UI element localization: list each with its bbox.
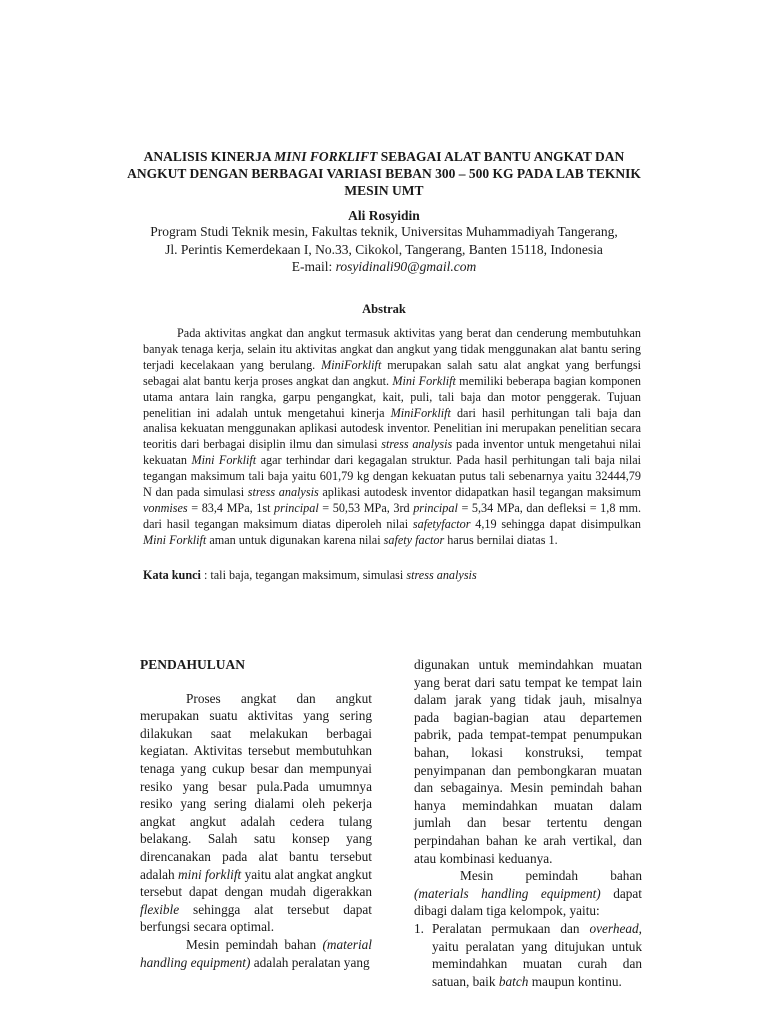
body-column-left: [140, 656, 372, 971]
email-address: rosyidinali90@gmail.com: [335, 259, 477, 274]
intro-paragraph-3: Mesin pemindah bahan (materials handling equipment) dapat dibagi dalam tiga kelompok, yaitu:: [414, 868, 642, 919]
list-number: 1.: [414, 920, 424, 936]
body-column-right: [414, 656, 642, 990]
author-affiliation: [100, 223, 668, 276]
author-email: E-mail: rosyidinali90@gmail.com: [291, 259, 477, 274]
abstract-body: Pada aktivitas angkat dan angkut termasuk aktivitas yang berat dan cenderung membutuhkan banyak tenaga kerja, selain itu aktivitas angkat dan angkut yang tidak menggunakan alat bantu sering terjadi kecelakaan yang berulang. MiniForklift merupakan salah satu alat angkat yang berfungsi sebagai alat bantu kerja proses angkat dan angkut. Mini Forklift memiliki beberapa bagian komponen utama antara lain rangka, garpu pengangkat, kait, puli, tali baja dan motor penggerak. Tujuan penelitian ini adalah untuk mengetahui kinerja MiniForklift dari hasil perhitungan tali baja dan analisa kekuatan menggunakan aplikasi autodesk inventor. Penelitian ini merupakan penelitian secara teoritis dari berbagai disiplin ilmu dan simulasi stress analysis pada inventor untuk mengetahui nilai kekuatan Mini Forklift agar terhindar dari kegagalan struktur. Pada hasil perhitungan tali baja nilai tegangan maksimum tali baja yaitu 601,79 kg dengan kekuatan putus tali sebenarnya yaitu 32444,79 N dan pada simulasi stress analysis aplikasi autodesk inventor didapatkan hasil tegangan maksimum vonmises = 83,4 MPa, 1st principal = 50,53 MPa, 3rd principal = 5,34 MPa, dan defleksi = 1,8 mm. dari hasil tegangan maksimum diatas diperoleh nilai safetyfactor 4,19 sehingga dapat disimpulkan Mini Forklift aman untuk digunakan karena nilai safety factor harus bernilai diatas 1.: [143, 326, 642, 547]
intro-paragraph-2-continued: digunakan untuk memindahkan muatan yang berat dari satu tempat ke tempat lain dalam jarak yang tidak jauh, misalnya pada bagian-bagian atau departemen pabrik, pada tempat-tempat penumpukan bahan, lokasi konstruksi, tempat penyimpanan dan pembongkaran muatan dan sebagainya. Mesin pemindah bahan hanya memindahkan muatan dalam jumlah dan besar tertentu dengan perpindahan bahan ke arah vertikal, dan atau kombinasi keduanya.: [414, 657, 642, 866]
intro-paragraph-1: Proses angkat dan angkut merupakan suatu aktivitas yang sering dilakukan saat melakukan berbagai kegiatan. Aktivitas tersebut membutuhkan tenaga yang cukup besar dan mempunyai resiko yang besar pula.Pada umumnya resiko yang sering dialami oleh pekerja angkat angkut adalah cedera tulang belakang. Salah satu konsep yang direncanakan pada alat bantu tersebut adalah mini forklift yaitu alat angkat angkut tersebut dapat dengan mudah digerakkan flexible sehingga alat tersebut dapat berfungsi secara optimal.: [140, 690, 372, 935]
affiliation-line-2: Jl. Perintis Kemerdekaan I, No.33, Cikokol, Tangerang, Banten 15118, Indonesia: [165, 241, 603, 257]
list-item: [414, 920, 642, 990]
paper-title: ANALISIS KINERJA MINI FORKLIFT SEBAGAI ALAT BANTU ANGKAT DAN ANGKUT DENGAN BERBAGAI VARIASI BEBAN 300 – 500 KG PADA LAB TEKNIK MESIN UMT: [127, 149, 641, 198]
affiliation-line-1: Program Studi Teknik mesin, Fakultas teknik, Universitas Muhammadiyah Tangerang,: [150, 224, 618, 239]
intro-paragraph-2: Mesin pemindah bahan (material handling equipment) adalah peralatan yang: [140, 936, 372, 970]
list-text: Peralatan permukaan dan overhead, yaitu peralatan yang ditujukan untuk memindahkan muatan curah dan satuan, baik batch maupun kontinu.: [432, 920, 642, 989]
abstract-heading: Abstrak: [362, 302, 406, 316]
section-heading-pendahuluan: PENDAHULUAN: [140, 657, 246, 672]
keywords-label: Kata kunci: [143, 568, 201, 582]
author-name: Ali Rosyidin: [348, 208, 420, 223]
keywords: Kata kunci : tali baja, tegangan maksimum, simulasi stress analysis: [143, 568, 477, 582]
